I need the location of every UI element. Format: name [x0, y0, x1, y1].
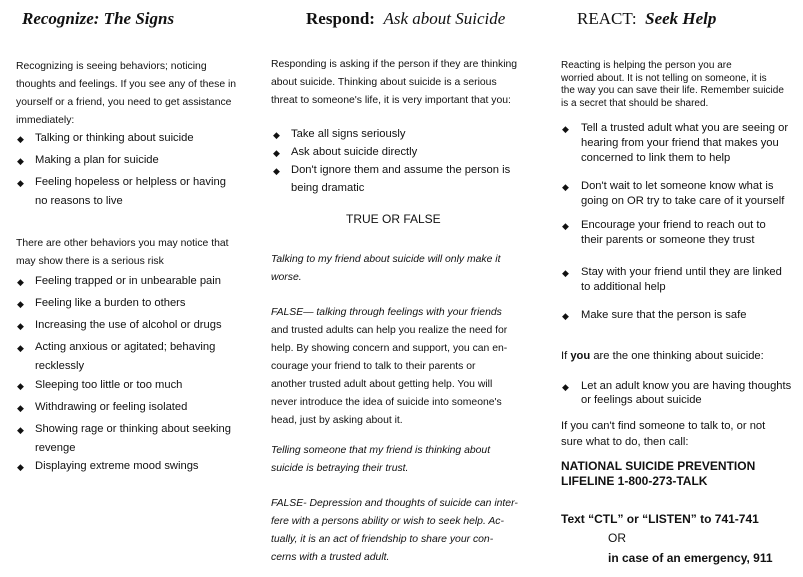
list-item: Ask about suicide directly [291, 146, 418, 158]
list-item-continuation: revenge [35, 442, 76, 454]
bullet-icon: ◆ [562, 124, 569, 134]
list-item-continuation: recklessly [35, 360, 85, 372]
bullet-icon: ◆ [562, 382, 569, 392]
list-item: Showing rage or thinking about seeking [35, 423, 231, 435]
list-item-continuation: no reasons to live [35, 195, 123, 207]
emergency-line: in case of an emergency, 911 [608, 551, 773, 565]
list-item: Withdrawing or feeling isolated [35, 401, 188, 413]
list-item: Acting anxious or agitated; behaving [35, 341, 216, 353]
bullet-icon: ◆ [17, 134, 24, 144]
list-item: Feeling like a burden to others [35, 297, 186, 309]
bullet-icon: ◆ [562, 311, 569, 321]
respond-heading: Respond: Ask about Suicide [306, 9, 506, 28]
bullet-icon: ◆ [273, 148, 280, 158]
bullet-icon: ◆ [17, 156, 24, 166]
bullet-icon: ◆ [273, 166, 280, 176]
bullet-icon: ◆ [17, 321, 24, 331]
lifeline-number: LIFELINE 1-800-273-TALK [561, 474, 708, 488]
bullet-icon: ◆ [273, 130, 280, 140]
list-item: Talking or thinking about suicide [35, 132, 194, 144]
if-you-line: If you are the one thinking about suicide: [561, 350, 764, 362]
list-item-continuation: being dramatic [291, 182, 365, 194]
list-item: Don't ignore them and assume the person is [291, 164, 511, 176]
bullet-icon: ◆ [562, 182, 569, 192]
bullet-icon: ◆ [562, 268, 569, 278]
true-false-title: TRUE OR FALSE [346, 212, 441, 226]
bullet-icon: ◆ [562, 221, 569, 231]
recognize-heading: Recognize: The Signs [22, 9, 175, 28]
lifeline-name: NATIONAL SUICIDE PREVENTION [561, 459, 756, 473]
list-item-continuation: hearing from your friend that makes you [581, 137, 779, 149]
list-item-continuation: to additional help [581, 281, 666, 293]
or-text: OR [608, 531, 626, 545]
cant-find-text: If you can't find someone to talk to, or not sure what to do, then call: [561, 420, 766, 448]
bullet-icon: ◆ [17, 403, 24, 413]
list-item: Making a plan for suicide [35, 154, 159, 166]
list-item-continuation: going on OR try to take care of it yourself [581, 195, 785, 207]
bullet-icon: ◆ [17, 299, 24, 309]
answer-1: FALSE— talking through feelings with your friends and trusted adults can help you realize the need for help. By showing concern and support, you can en- courage your friend to talk to their parents or another trusted adult about getting help. You will never introduce the idea of suicide into someone's head, just by asking about it. [271, 307, 508, 426]
list-item: Encourage your friend to reach out to [581, 219, 766, 231]
list-item: Make sure that the person is safe [581, 309, 747, 321]
list-item-continuation: concerned to link them to help [581, 152, 731, 164]
react-heading: REACT: Seek Help [577, 9, 717, 28]
list-item: Feeling hopeless or helpless or having [35, 176, 226, 188]
statement-1: Talking to my friend about suicide will only make it worse. [271, 254, 501, 283]
statement-2: Telling someone that my friend is thinking about suicide is betraying their trust. [271, 445, 491, 474]
list-item: Tell a trusted adult what you are seeing or [581, 122, 789, 134]
list-item: Increasing the use of alcohol or drugs [35, 319, 222, 331]
list-item-continuation: their parents or someone they trust [581, 234, 755, 246]
list-item-continuation: or feelings about suicide [581, 394, 702, 406]
bullet-icon: ◆ [17, 343, 24, 353]
recognize-intro: Recognizing is seeing behaviors; noticing thoughts and feelings. If you see any of these in yourself or a friend, you need to get assistance immediately: [16, 61, 237, 126]
list-item: Feeling trapped or in unbearable pain [35, 275, 221, 287]
list-item: Take all signs seriously [291, 128, 406, 140]
react-intro: Reacting is helping the person you are worried about. It is not telling on someone, it is the way you can save their life. Remember suicide is a secret that should be shared. [561, 60, 784, 109]
recognize-other-intro: There are other behaviors you may notice that may show there is a serious risk [16, 238, 229, 267]
answer-2: FALSE- Depression and thoughts of suicide can inter- fere with a persons ability or wish to seek help. Ac- tually, it is an act of friendship to share your con- cerns with a trusted adult. [271, 498, 518, 563]
list-item: Stay with your friend until they are linked [581, 266, 782, 278]
bullet-icon: ◆ [17, 178, 24, 188]
bullet-icon: ◆ [17, 425, 24, 435]
list-item: Sleeping too little or too much [35, 379, 183, 391]
list-item: Displaying extreme mood swings [35, 460, 199, 472]
respond-intro: Responding is asking if the person if they are thinking about suicide. Thinking about suicide is a serious threat to someone's life, it is very important that you: [271, 59, 518, 106]
list-item: Don't wait to let someone know what is [581, 180, 774, 192]
bullet-icon: ◆ [17, 381, 24, 391]
bullet-icon: ◆ [17, 462, 24, 472]
bullet-icon: ◆ [17, 277, 24, 287]
list-item: Let an adult know you are having thoughts [581, 380, 792, 392]
text-line-info: Text “CTL” or “LISTEN” to 741-741 [561, 512, 759, 526]
